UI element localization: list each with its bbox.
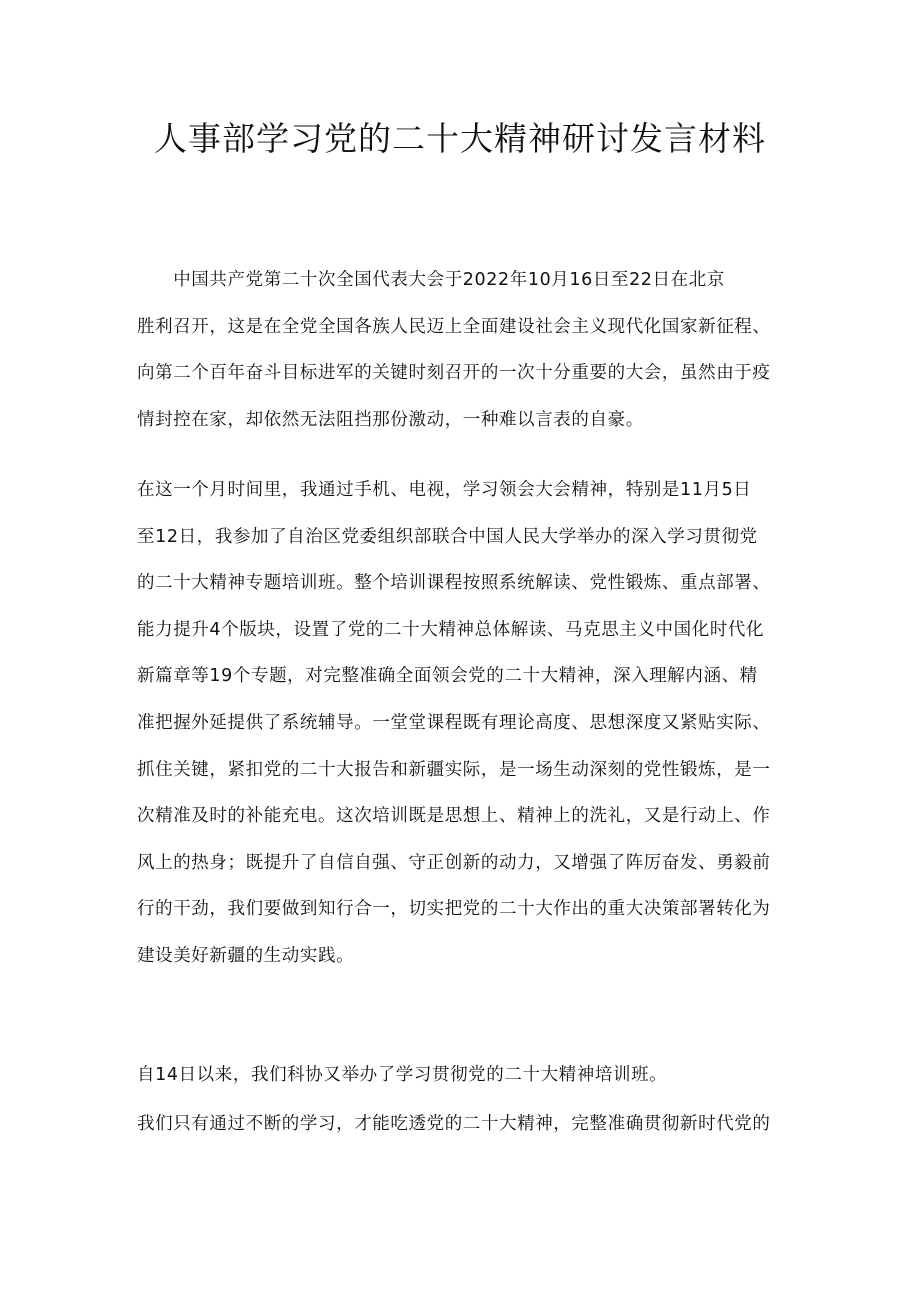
paragraph-line: 次精准及时的补能充电。这次培训既是思想上、精神上的洗礼，又是行动上、作 — [137, 806, 771, 827]
paragraph-line: 的二十大精神专题培训班。整个培训课程按照系统解读、党性锻炼、重点部署、 — [137, 573, 771, 594]
paragraph-line: 能力提升4个版块，设置了党的二十大精神总体解读、马克思主义中国化时代化 — [137, 619, 765, 640]
paragraph-4 — [137, 1101, 787, 1148]
paragraph-line: 风上的热身；既提升了自信自强、守正创新的动力，又增强了阵厉奋发、勇毅前 — [137, 852, 771, 873]
paragraph-2 — [137, 467, 787, 980]
paragraph-line: 自14日以来，我们科协又举办了学习贯彻党的二十大精神培训班。 — [137, 1065, 668, 1085]
paragraph-3 — [137, 1052, 787, 1099]
paragraph-line: 抓住关键，紧扣党的二十大报告和新疆实际，是一场生动深刻的党性锻炼，是一 — [137, 759, 771, 780]
paragraph-line: 准把握外延提供了系统辅导。一堂堂课程既有理论高度、思想深度又紧贴实际、 — [137, 712, 771, 733]
paragraph-line: 至12日，我参加了自治区党委组织部联合中国人民大学举办的深入学习贯彻党 — [137, 526, 758, 547]
paragraph-1 — [137, 257, 787, 443]
paragraph-line: 在这一个月时间里，我通过手机、电视，学习领会大会精神，特别是11月5日 — [137, 480, 752, 500]
document-title: 人事部学习党的二十大精神研讨发言材料 — [154, 119, 766, 158]
paragraph-line: 我们只有通过不断的学习，才能吃透党的二十大精神，完整准确贯彻新时代党的 — [137, 1114, 771, 1134]
paragraph-line: 胜利召开，这是在全党全国各族人民迈上全面建设社会主义现代化国家新征程、 — [137, 316, 771, 337]
paragraph-line: 中国共产党第二十次全国代表大会于2022年10月16日至22日在北京 — [137, 270, 725, 290]
paragraph-line: 情封控在家，却依然无法阻挡那份激动，一种难以言表的自豪。 — [137, 409, 644, 430]
paragraph-line: 向第二个百年奋斗目标进军的关键时刻召开的一次十分重要的大会，虽然由于疫 — [137, 363, 771, 384]
paragraph-line: 行的干劲，我们要做到知行合一，切实把党的二十大作出的重大决策部署转化为 — [137, 899, 771, 920]
paragraph-line: 建设美好新疆的生动实践。 — [137, 945, 355, 966]
paragraph-line: 新篇章等19个专题，对完整准确全面领会党的二十大精神，深入理解内涵、精 — [137, 666, 758, 687]
